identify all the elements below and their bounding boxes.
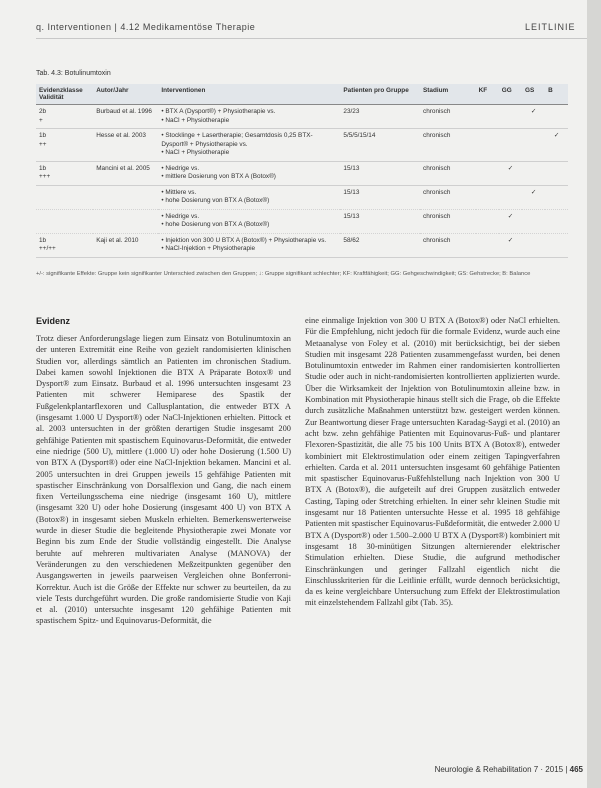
cell-outcome-mark	[476, 129, 499, 162]
cell-outcome-mark	[545, 161, 568, 185]
cell-outcome-mark	[545, 105, 568, 129]
intervention-item: • BTX A (Dysport®) + Physiotherapie vs.	[161, 108, 337, 117]
intervention-item: • Niedrige vs.	[161, 165, 337, 174]
cell-evidence: 2b +	[36, 105, 93, 129]
table-row	[36, 161, 568, 185]
table-header-row	[36, 84, 568, 105]
th-gg: GG	[499, 84, 522, 105]
running-header-right: LEITLINIE	[525, 22, 576, 32]
evidence-table	[36, 84, 568, 258]
th-gs: GS	[522, 84, 545, 105]
cell-outcome-mark: ✓	[499, 233, 522, 257]
page-footer: Neurologie & Rehabilitation 7 · 2015 | 465	[434, 765, 583, 774]
cell-stage: chronisch	[420, 185, 476, 209]
interventions-list	[161, 213, 337, 230]
cell-interventions	[158, 129, 340, 162]
page-edge-bar	[587, 0, 601, 788]
interventions-list	[161, 237, 337, 254]
cell-outcome-mark	[522, 161, 545, 185]
table-row	[36, 105, 568, 129]
th-author: Autor/Jahr	[93, 84, 158, 105]
cell-outcome-mark: ✓	[499, 209, 522, 233]
running-header-left: q. Interventionen | 4.12 Medikamentöse Therapie	[36, 22, 256, 32]
cell-stage: chronisch	[420, 161, 476, 185]
cell-stage: chronisch	[420, 209, 476, 233]
cell-outcome-mark	[522, 209, 545, 233]
cell-patients: 23/23	[340, 105, 420, 129]
cell-interventions	[158, 185, 340, 209]
th-b: B	[545, 84, 568, 105]
cell-outcome-mark	[499, 129, 522, 162]
intervention-item: • Mittlere vs.	[161, 189, 337, 198]
cell-author: Kaji et al. 2010	[93, 233, 158, 257]
cell-evidence: 1b +++	[36, 161, 93, 185]
interventions-list	[161, 132, 337, 158]
cell-outcome-mark	[499, 105, 522, 129]
cell-outcome-mark: ✓	[545, 129, 568, 162]
cell-patients: 5/5/5/15/14	[340, 129, 420, 162]
cell-evidence: 1b ++	[36, 129, 93, 162]
footer-journal: Neurologie & Rehabilitation 7 · 2015	[434, 765, 564, 774]
body-paragraph-left: Trotz dieser Anforderungslage liegen zum Einsatz von Botulinumtoxin an der unteren Extremität eine Reihe von gezielt randomisierten klinischen Studien vor, allerdings sämtlich an Patienten im chronischen Stadium. Dabei kamen sowohl Injektionen die BTX A Präparate Botox® und Dysport® zum Einsatz. Burbaud et al. 1996 untersuchten insgesamt 23 Patienten mit schwerer Hemiparese des Spastik der Fußgelenkplantarflexoren und Callusplantation, die entweder BTX A (insgesamt 1.000 U Dysport®) oder NaCl-Injektionen erhielten. Pittock et al. 2003 untersuchten in der größten derartigen Studie insgesamt 200 gehfähige Patienten mit spastischem Equinovarus-Deformität, die entweder eine niedrige (500 U), mittlere (1.000 U) oder hohe Dosierung (1.500 U) von BTX A (Dysport®) oder eine NaCl-Injektion bekamen. Mancini et al. 2005 untersuchten in drei Gruppen jeweils 15 gehfähige Patienten mit spastischer Einschränkung von Dorsalflexion und Gang, die nach einem fixen Verteilungsschema eine niedrige (insgesamt 160 U), mittlere (insgesamt 320 U) oder hohe Dosierung (insgesamt 400 U) von BTX A (Botox®) in insgesamt sieben Muskeln erhielten. Bemerkenswerterweise wurde in dieser Studie die begleitende Physiotherapie zwei Monate vor Beginn bis zum Ende der Studie vollständig eingestellt. Die Analyse beruhte auf mehreren multivariaten Analyse (MANOVA) der Veränderungen zu den verschiedenen Meßzeitpunkten gegenüber den Ausgangswerten in jeweils paarweisen Vergleichen ohne Bonferroni-Korrektur. Auch ist die Größe der Effekte nur schwer zu beurteilen, da zu viele Tests durchgeführt wurden. Die große randomisierte Studie von Kaji et al. (2010) untersuchte insgesamt 120 gehfähige Patienten mit spastischem Spitz- und Equinovarus-Deformität, die	[36, 334, 291, 626]
cell-author: Mancini et al. 2005	[93, 161, 158, 185]
interventions-list	[161, 108, 337, 125]
header-rule	[36, 38, 587, 39]
cell-patients: 58/62	[340, 233, 420, 257]
cell-author	[93, 209, 158, 233]
cell-outcome-mark	[476, 105, 499, 129]
interventions-list	[161, 165, 337, 182]
cell-outcome-mark	[476, 233, 499, 257]
cell-outcome-mark: ✓	[522, 185, 545, 209]
th-patients: Patienten pro Gruppe	[340, 84, 420, 105]
cell-evidence	[36, 209, 93, 233]
body-column-right	[305, 315, 560, 609]
cell-outcome-mark	[545, 185, 568, 209]
th-stage: Stadium	[420, 84, 476, 105]
th-interventions: Interventionen	[158, 84, 340, 105]
table-row	[36, 209, 568, 233]
cell-author: Burbaud et al. 1996	[93, 105, 158, 129]
cell-evidence	[36, 185, 93, 209]
body-paragraph-right: eine einmalige Injektion von 300 U BTX A (Botox®) oder NaCl erhielten. Für die Empfehlung, nicht jedoch für die formale Evidenz, wurde auch eine Metaanalyse von Foley et al. (2010) mit berücksichtigt, bei der sieben Studien mit insgesamt 228 Patienten zusammengefasst wurden, bei denen Botulinumtoxin entweder im Rahmen einer randomisierten kontrollierten Studie oder auch in nicht-randomisierten kontrollierten applizierten wurde. Über die Wirksamkeit der Injektion von Botulinumtoxin alleine bzw. in Kombination mit Physiotherapie hinaus stellt sich die Frage, ob die Effekte durch zusätzliche Maßnahmen unterstützt bzw. gesteigert werden können. Zur Beantwortung dieser Frage untersuchten Karadag-Saygi et al. (2010) an acht bzw. zehn gehfähige Patienten mit Equinovarus-Fuß- und plantarer Flexoren-Spastizität, die alle 75 bis 100 Units BTX A (Botox®), entweder kombiniert mit Elektrostimulation oder einem zeitigen Tapingverfahren erhielten. Carda et al. 2011 untersuchten insgesamt 60 gehfähige Patienten mit spastischer Equinovarus-Fußfehlstellung nach Injektion von 300 U BTX A (Botox®), die aufgeteilt auf drei Gruppen zusätzlich entweder Casting, Taping oder Stretching erhielten. In einer sehr kleinen Studie mit insgesamt nur 18 Patienten untersuchte Hesse et al. 1995 18 gehfähige Patienten mit spastischer Equinovarus-Fußdeformität, die entweder 2.000 U BTX A (Dysport®) oder 1.500–2.000 U BTX A (Dysport®) kombiniert mit insgesamt 18 30-minütigen Sitzungen alternierender elektrischer Stimulation erhielten. Diese Studie, die aufgrund methodischer Einschränkungen und geringer Fallzahl eigentlich nicht die Einschlusskriterien für die Leitlinie erfüllt, wurde dennoch berücksichtigt, da es keine vergleichbare Untersuchung zum Effekt der Elektrostimulation mit einzelstehendem Fallzahl gibt (Tab. 35).	[305, 316, 560, 608]
section-title: Evidenz	[36, 316, 71, 326]
cell-outcome-mark: ✓	[499, 161, 522, 185]
cell-outcome-mark	[545, 233, 568, 257]
footer-page-number: 465	[569, 765, 583, 774]
th-kf: KF	[476, 84, 499, 105]
cell-patients: 15/13	[340, 185, 420, 209]
cell-outcome-mark	[545, 209, 568, 233]
table-caption: Tab. 4.3: Botulinumtoxin	[36, 70, 111, 77]
cell-author: Hesse et al. 2003	[93, 129, 158, 162]
cell-patients: 15/13	[340, 161, 420, 185]
cell-outcome-mark: ✓	[522, 105, 545, 129]
intervention-item: • Stocklinge + Lasertherapie; Gesamtdosis 0,25 BTX-Dysport® + Physiotherapie vs.	[161, 132, 337, 149]
intervention-item: • Niedrige vs.	[161, 213, 337, 222]
cell-interventions	[158, 161, 340, 185]
table-row	[36, 129, 568, 162]
cell-interventions	[158, 233, 340, 257]
th-evidence: Evidenzklasse Validität	[36, 84, 93, 105]
cell-author	[93, 185, 158, 209]
intervention-item: • NaCl-Injektion + Physiotherapie	[161, 245, 337, 254]
cell-stage: chronisch	[420, 129, 476, 162]
intervention-item: • hohe Dosierung von BTX A (Botox®)	[161, 221, 337, 230]
body-column-left	[36, 333, 291, 627]
intervention-item: • Injektion von 300 U BTX A (Botox®) + Physiotherapie vs.	[161, 237, 337, 246]
table-footnote: +/-: signifikante Effekte: Gruppe kein signifikanter Unterschied zwischen den Gruppen; ↓: Gruppe signifikant schlechter; KF: Kraftfähigkeit; GG: Gehgeschwindigkeit; GS: Gehstrecke; B: Balance	[36, 271, 531, 277]
intervention-item: • hohe Dosierung von BTX A (Botox®)	[161, 197, 337, 206]
cell-outcome-mark	[499, 185, 522, 209]
cell-outcome-mark	[476, 185, 499, 209]
cell-outcome-mark	[476, 209, 499, 233]
cell-outcome-mark	[522, 129, 545, 162]
table-row	[36, 185, 568, 209]
intervention-item: • NaCl + Physiotherapie	[161, 149, 337, 158]
table-row	[36, 233, 568, 257]
cell-patients: 15/13	[340, 209, 420, 233]
cell-stage: chronisch	[420, 105, 476, 129]
interventions-list	[161, 189, 337, 206]
intervention-item: • NaCl + Physiotherapie	[161, 117, 337, 126]
cell-interventions	[158, 105, 340, 129]
cell-stage: chronisch	[420, 233, 476, 257]
cell-outcome-mark	[522, 233, 545, 257]
cell-outcome-mark	[476, 161, 499, 185]
cell-evidence: 1b ++/++	[36, 233, 93, 257]
intervention-item: • mittlere Dosierung von BTX A (Botox®)	[161, 173, 337, 182]
cell-interventions	[158, 209, 340, 233]
